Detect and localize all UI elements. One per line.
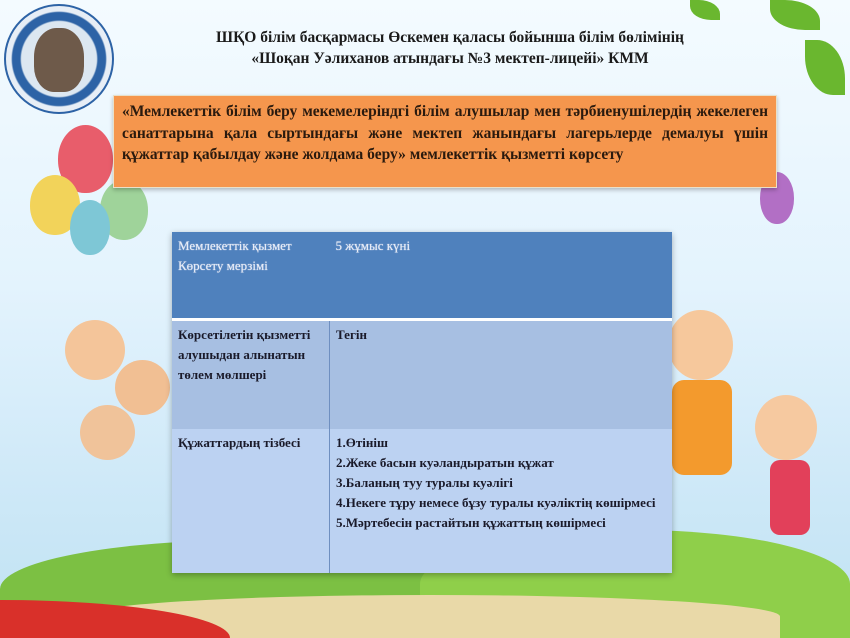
table-row: [172, 232, 672, 320]
child-illustration: [80, 405, 135, 460]
title-line-1: ШҚО білім басқармасы Өскемен қаласы бойынша білім бөлімінің: [216, 29, 684, 46]
service-banner: «Мемлекеттік білім беру мекемелеріндгі білім алушылар мен тәрбиенушілердің жекелеген санаттарына қала сыртындағы және мектеп жанындағы лагерьлерде демалуы үшін құжаттар қабылдау және жолдама беру» мемлекеттік қызметті көрсету: [113, 95, 777, 188]
balloon-decoration: [70, 200, 110, 255]
table-row: [172, 320, 672, 430]
list-item: 2.Жеке басын куәландыратын құжат: [336, 455, 554, 470]
row-value: 5 жұмыс күні: [330, 232, 673, 320]
row-label: Көрсетілетін қызметті алушыдан алынатын төлем мөлшері: [172, 320, 330, 430]
title-line-2: «Шоқан Уәлиханов атындағы №3 мектеп-лицейі» КММ: [251, 50, 649, 67]
list-item: 3.Баланың туу туралы куәлігі: [336, 475, 513, 490]
child-illustration: [668, 310, 733, 380]
leaf-decoration: [690, 0, 720, 20]
child-illustration: [672, 380, 732, 475]
service-table: [172, 232, 672, 573]
school-logo: [4, 4, 114, 114]
child-illustration: [755, 395, 817, 460]
list-item: 4.Некеге тұру немесе бұзу туралы куәліктің көшірмесі: [336, 495, 656, 510]
row-label: Мемлекеттік қызмет Көрсету мерзімі: [172, 232, 330, 320]
child-illustration: [115, 360, 170, 415]
child-illustration: [65, 320, 125, 380]
table-row: [172, 429, 672, 573]
document-list: [330, 429, 673, 573]
leaf-decoration: [770, 0, 820, 30]
page-title: [130, 27, 770, 69]
child-illustration: [770, 460, 810, 535]
leaf-decoration: [805, 40, 845, 95]
row-value: Тегін: [330, 320, 673, 430]
list-item: 1.Өтініш: [336, 435, 388, 450]
list-item: 5.Мәртебесін растайтын құжаттың көшірмесі: [336, 515, 606, 530]
row-label: Құжаттардың тізбесі: [172, 429, 330, 573]
